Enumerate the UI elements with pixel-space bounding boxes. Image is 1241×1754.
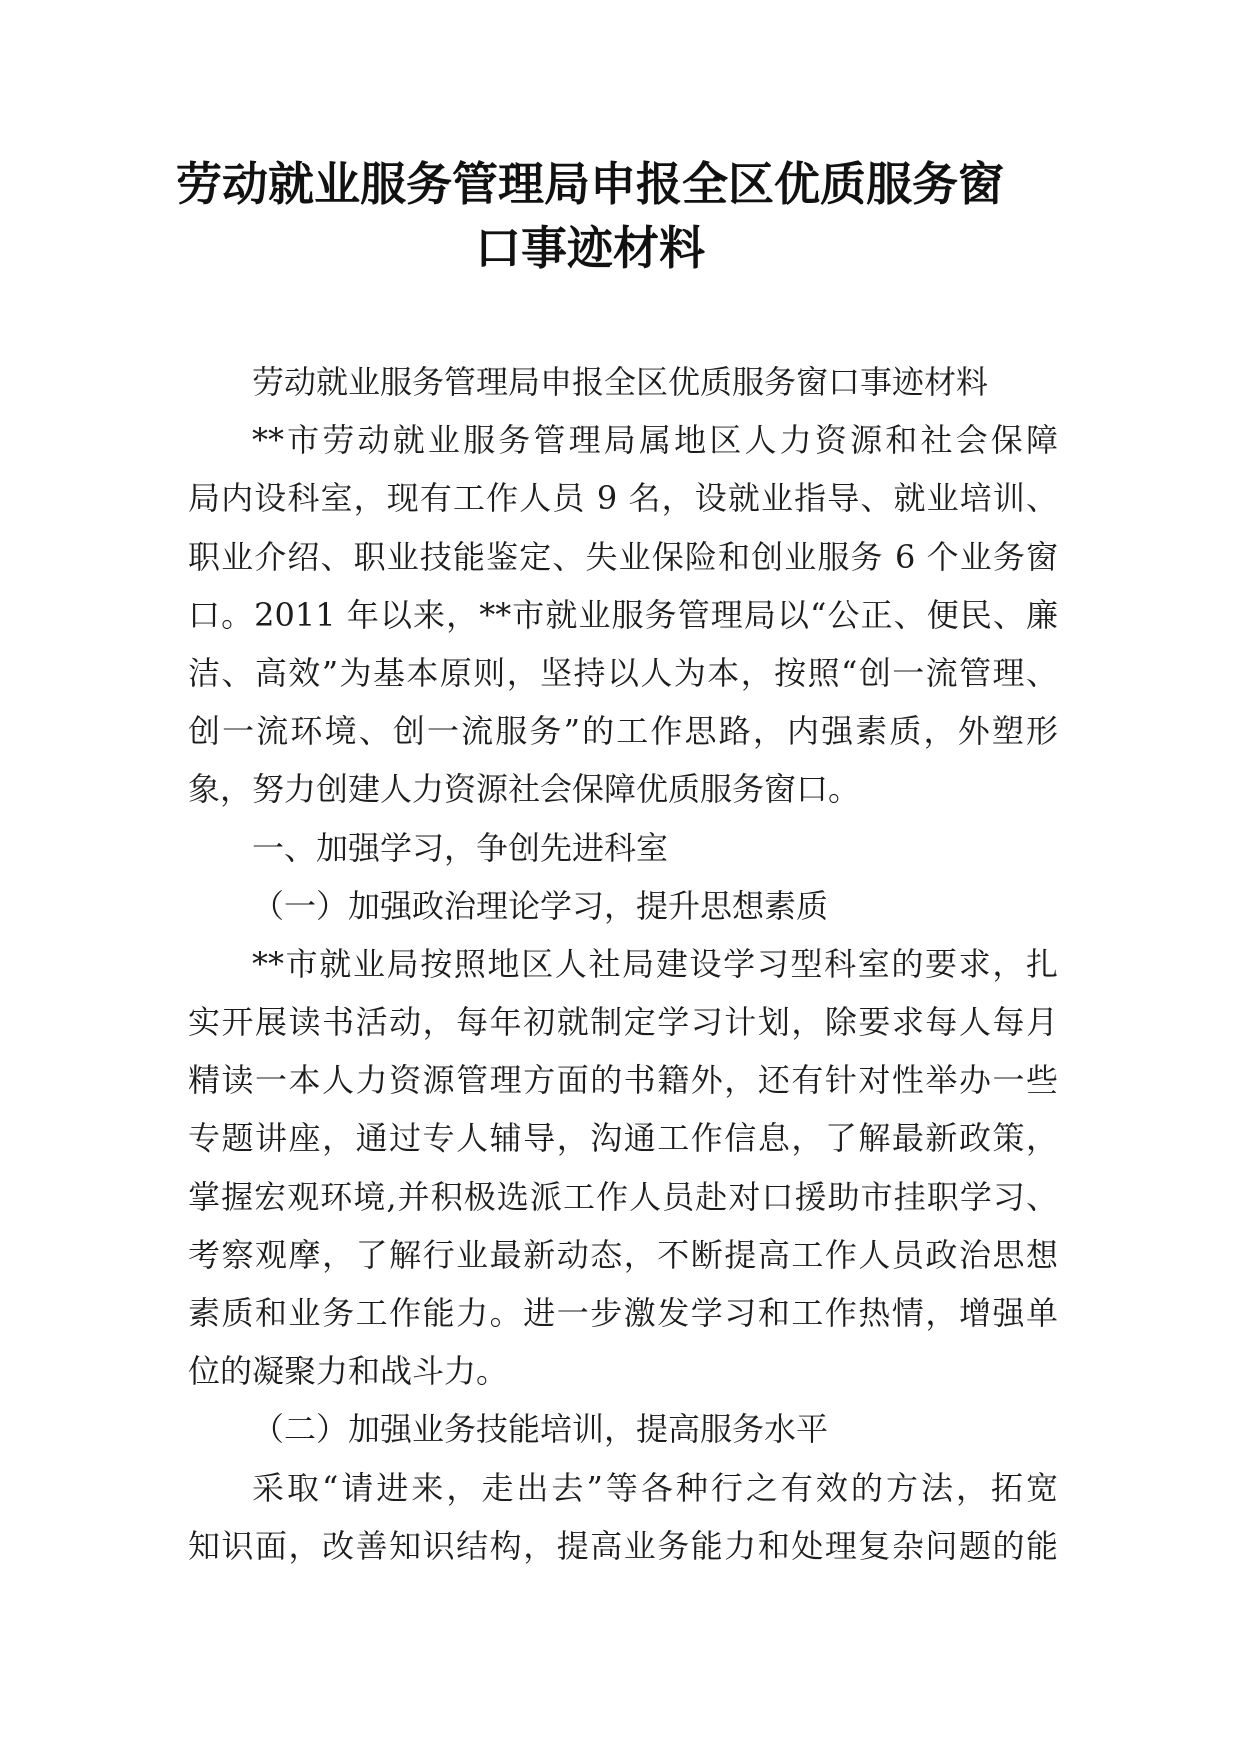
body-line: 考察观摩，了解行业最新动态，不断提高工作人员政治思想	[188, 1235, 1058, 1274]
section-heading: 一、加强学习，争创先进科室	[252, 828, 669, 867]
body-line: 知识面，改善知识结构，提高业务能力和处理复杂问题的能	[188, 1526, 1058, 1565]
document-body	[188, 353, 1058, 1575]
body-line: 实开展读书活动，每年初就制定学习计划，除要求每人每月	[188, 1003, 1058, 1042]
body-line: **市就业局按照地区人社局建设学习型科室的要求，扎	[252, 944, 1058, 983]
body-line: 口。2011 年以来，**市就业服务管理局以“公正、便民、廉	[188, 595, 1058, 634]
document-title-line-2: 口事迹材料	[475, 221, 705, 275]
body-line: 劳动就业服务管理局申报全区优质服务窗口事迹材料	[252, 363, 989, 401]
body-line: 位的凝聚力和战斗力。	[188, 1352, 509, 1391]
body-line: 素质和业务工作能力。进一步激发学习和工作热情，增强单	[188, 1294, 1058, 1332]
body-line: 精读一本人力资源管理方面的书籍外，还有针对性举办一些	[188, 1061, 1058, 1100]
body-line: 创一流环境、创一流服务”的工作思路，内强素质，外塑形	[188, 712, 1058, 751]
body-line: 局内设科室，现有工作人员 9 名，设就业指导、就业培训、	[188, 479, 1058, 518]
body-line: 象，努力创建人力资源社会保障优质服务窗口。	[188, 770, 861, 809]
document-title-line-1: 劳动就业服务管理局申报全区优质服务窗	[176, 157, 1004, 211]
body-line: 采取“请进来，走出去”等各种行之有效的方法，拓宽	[252, 1468, 1058, 1507]
body-line: **市劳动就业服务管理局属地区人力资源和社会保障	[252, 421, 1058, 460]
subsection-heading: （二）加强业务技能培训，提高服务水平	[252, 1410, 829, 1449]
subsection-heading: （一）加强政治理论学习，提升思想素质	[252, 886, 829, 925]
body-line: 职业介绍、职业技能鉴定、失业保险和创业服务 6 个业务窗	[188, 537, 1058, 576]
body-line: 掌握宏观环境,并积极选派工作人员赴对口援助市挂职学习、	[188, 1177, 1058, 1216]
body-line: 专题讲座，通过专人辅导，沟通工作信息，了解最新政策，	[188, 1119, 1058, 1158]
body-line: 洁、高效”为基本原则，坚持以人为本，按照“创一流管理、	[188, 653, 1058, 692]
